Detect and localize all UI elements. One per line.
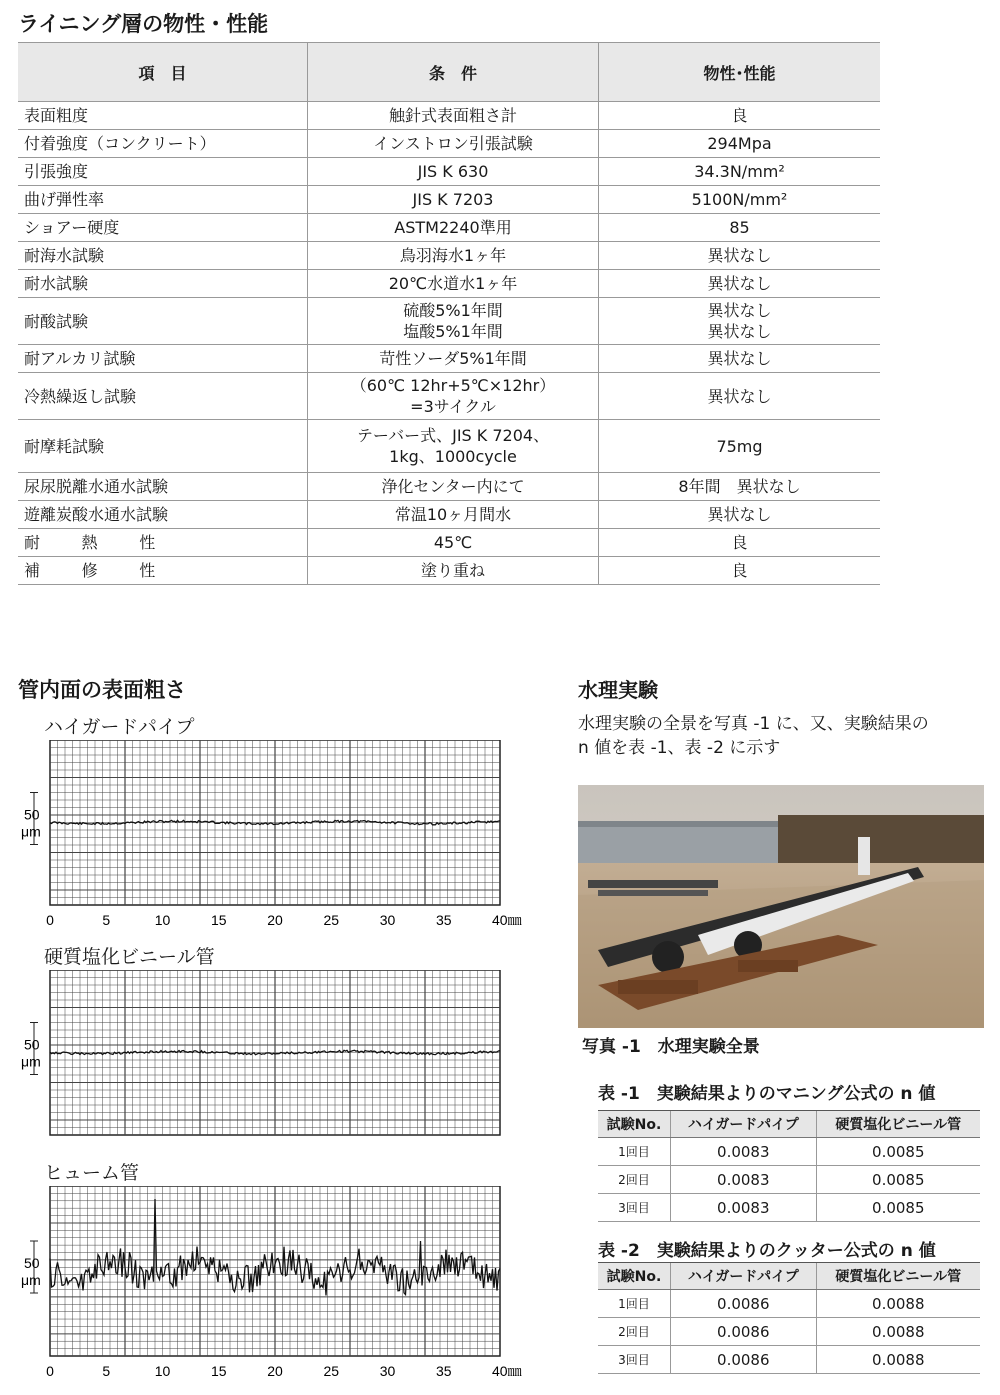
trial-cell: 2回目 [598, 1166, 671, 1194]
x-tick-label: 0 [46, 1363, 54, 1379]
hydraulic-experiment-photo [578, 785, 984, 1028]
row-item [18, 529, 308, 557]
row-result-text: 294Mpa [707, 134, 772, 153]
row-condition [308, 529, 599, 557]
row-item-text: ショアー硬度 [24, 218, 120, 237]
row-item-text: 表面粗度 [24, 106, 89, 125]
row-result-text: 75mg [716, 436, 763, 456]
y-unit: μm [21, 1053, 41, 1070]
higard-cell: 0.0086 [671, 1318, 817, 1346]
row-result [599, 298, 881, 345]
table-row [18, 529, 880, 557]
table-row [598, 1194, 980, 1222]
row-item [18, 242, 308, 270]
trial-cell: 1回目 [598, 1290, 671, 1318]
pvc-cell: 0.0085 [816, 1194, 980, 1222]
roughness-chart-pvc [10, 970, 530, 1140]
trial-cell: 3回目 [598, 1346, 671, 1374]
row-condition-text-2: 1kg、1000cycle [389, 447, 517, 466]
higard-cell: 0.0083 [671, 1166, 817, 1194]
row-item-text: 引張強度 [24, 162, 89, 181]
row-result [599, 270, 881, 298]
row-condition [308, 373, 599, 420]
row-result-text: 異状なし [707, 505, 772, 524]
x-tick-label: 15 [210, 912, 227, 928]
trial-cell: 1回目 [598, 1138, 671, 1166]
row-condition-text-2: 塩酸5%1年間 [403, 322, 503, 341]
row-result [599, 158, 881, 186]
x-tick-label: 30 [379, 1363, 396, 1379]
row-item-text: 耐海水試験 [24, 246, 105, 265]
table-row [598, 1166, 980, 1194]
row-item-text: 付着強度（コンクリート） [24, 134, 216, 153]
table-row [18, 298, 880, 345]
row-condition-text: ASTM2240準用 [394, 218, 512, 237]
row-condition [308, 345, 599, 373]
row-result [599, 345, 881, 373]
x-tick-label: 40㎜ [492, 1363, 522, 1379]
row-condition-text: （60℃ 12hr+5℃×12hr） [350, 376, 556, 395]
row-item [18, 420, 308, 473]
table-row [598, 1346, 980, 1374]
row-condition-text: テーバー式、JIS K 7204、 [356, 426, 550, 445]
y-label: 50 [24, 1255, 40, 1271]
x-tick-label: 15 [210, 1363, 227, 1379]
manning-table [598, 1110, 980, 1222]
row-result [599, 186, 881, 214]
row-result-text: 5100N/mm² [691, 190, 788, 209]
row-item-text: 尿尿脱離水通水試験 [24, 477, 169, 496]
table-row [598, 1138, 980, 1166]
row-item [18, 102, 308, 130]
kutter-table [598, 1262, 980, 1374]
trial-cell: 2回目 [598, 1318, 671, 1346]
row-item [18, 473, 308, 501]
pvc-cell: 0.0088 [816, 1318, 980, 1346]
x-tick-label: 0 [46, 912, 54, 928]
row-item-text: 耐アルカリ試験 [24, 349, 136, 368]
table1-title: 表 -1 実験結果よりのマニング公式の n 値 [598, 1084, 936, 1104]
row-result [599, 501, 881, 529]
table-header [598, 1111, 980, 1138]
row-condition-text-2: =3サイクル [410, 397, 496, 416]
row-condition [308, 270, 599, 298]
x-tick-label: 5 [102, 912, 111, 928]
row-result-text: 85 [729, 218, 750, 237]
x-tick-label: 35 [435, 1363, 452, 1379]
table-row [18, 557, 880, 585]
row-condition-text: 常温10ヶ月間水 [394, 505, 512, 524]
row-result [599, 420, 881, 473]
row-item [18, 130, 308, 158]
row-condition [308, 158, 599, 186]
table-row [18, 214, 880, 242]
x-tick-label: 10 [154, 1363, 171, 1379]
properties-table [18, 42, 880, 585]
pvc-cell: 0.0088 [816, 1290, 980, 1318]
row-item-text: 冷熱繰返し試験 [24, 386, 137, 406]
row-result-text: 異状なし [707, 386, 772, 406]
row-result [599, 373, 881, 420]
row-result [599, 473, 881, 501]
row-result-text: 異状なし [707, 274, 772, 293]
roughness-title: 管内面の表面粗さ [18, 678, 186, 702]
higard-cell: 0.0086 [671, 1346, 817, 1374]
hydraulic-desc-line1: 水理実験の全景を写真 -1 に、又、実験結果の [578, 714, 929, 734]
row-result-text: 8年間 異状なし [678, 477, 801, 496]
table-row [598, 1290, 980, 1318]
higard-cell: 0.0083 [671, 1138, 817, 1166]
pvc-cell: 0.0088 [816, 1346, 980, 1374]
row-result-text: 異状なし [707, 246, 772, 265]
roughness-chart-higard [10, 740, 530, 935]
table-row [18, 373, 880, 420]
row-result [599, 214, 881, 242]
row-item-text: 遊離炭酸水通水試験 [24, 505, 169, 524]
table-row [18, 158, 880, 186]
row-condition-text: 鳥羽海水1ヶ年 [399, 246, 507, 265]
table-row [18, 345, 880, 373]
table-row [18, 270, 880, 298]
row-result-text: 良 [731, 561, 748, 580]
row-condition [308, 102, 599, 130]
table-row [18, 102, 880, 130]
row-item-text: 耐摩耗試験 [24, 436, 105, 456]
row-item [18, 345, 308, 373]
row-condition [308, 501, 599, 529]
header-trial: 試験No. [598, 1111, 671, 1138]
row-item-text: 曲げ弾性率 [24, 190, 105, 209]
y-label: 50 [24, 1036, 40, 1053]
row-condition [308, 298, 599, 345]
row-result [599, 242, 881, 270]
pvc-cell: 0.0085 [816, 1166, 980, 1194]
y-unit: μm [21, 1272, 41, 1288]
table-row [18, 130, 880, 158]
x-tick-label: 20 [267, 1363, 283, 1379]
y-label: 50 [24, 806, 40, 823]
row-condition-text: 20℃水道水1ヶ年 [388, 274, 518, 293]
chart-3-title: ヒューム管 [44, 1162, 140, 1184]
header-result: 物性･性能 [599, 43, 881, 102]
row-result-text: 異状なし [707, 349, 772, 368]
table-row [18, 186, 880, 214]
higard-cell: 0.0086 [671, 1290, 817, 1318]
y-unit: μm [21, 823, 41, 840]
row-item-text: 耐酸試験 [24, 311, 89, 331]
higard-cell: 0.0083 [671, 1194, 817, 1222]
photo-caption: 写真 -1 水理実験全景 [582, 1037, 760, 1057]
row-result [599, 529, 881, 557]
x-tick-label: 10 [154, 912, 171, 928]
row-result [599, 130, 881, 158]
table-row [18, 242, 880, 270]
header-pvc: 硬質塩化ビニール管 [816, 1111, 980, 1138]
row-result-text: 良 [731, 533, 748, 552]
pvc-cell: 0.0085 [816, 1138, 980, 1166]
hydraulic-desc-line2: n 値を表 -1、表 -2 に示す [578, 738, 781, 758]
row-result [599, 557, 881, 585]
row-condition-text: 硫酸5%1年間 [403, 301, 503, 320]
row-condition [308, 130, 599, 158]
row-result [599, 102, 881, 130]
x-tick-label: 40㎜ [492, 912, 522, 928]
row-condition [308, 186, 599, 214]
table-row [598, 1318, 980, 1346]
hydraulic-title: 水理実験 [578, 678, 658, 702]
lining-title: ライニング層の物性・性能 [18, 12, 269, 36]
table-header [598, 1263, 980, 1290]
header-condition: 条 件 [308, 43, 599, 102]
x-tick-label: 30 [379, 912, 396, 928]
row-condition-text: 苛性ソーダ5%1年間 [379, 349, 527, 368]
row-condition [308, 214, 599, 242]
row-condition-text: インストロン引張試験 [373, 134, 533, 153]
row-condition [308, 473, 599, 501]
row-condition [308, 557, 599, 585]
row-condition [308, 242, 599, 270]
row-result-text: 異状なし [707, 301, 772, 320]
x-tick-label: 25 [323, 1363, 340, 1379]
table-row [18, 473, 880, 501]
row-item-text: 耐水試験 [24, 274, 89, 293]
x-tick-label: 20 [267, 912, 283, 928]
header-pvc: 硬質塩化ビニール管 [816, 1263, 980, 1290]
chart-2-title: 硬質塩化ビニール管 [44, 946, 215, 968]
row-item-text: 耐 熱 性 [24, 533, 169, 552]
row-condition-text: JIS K 630 [417, 162, 489, 181]
header-trial: 試験No. [598, 1263, 671, 1290]
row-item [18, 158, 308, 186]
row-condition-text: 浄化センター内にて [381, 477, 525, 496]
row-result-text: 良 [731, 106, 748, 125]
grid [50, 740, 500, 905]
row-condition-text: JIS K 7203 [412, 190, 494, 209]
header-higard: ハイガードパイプ [671, 1111, 817, 1138]
row-condition-text: 塗り重ね [420, 561, 485, 580]
row-condition [308, 420, 599, 473]
x-tick-label: 5 [102, 1363, 111, 1379]
table-row [18, 420, 880, 473]
hydraulic-description [578, 712, 988, 760]
row-item [18, 270, 308, 298]
row-condition-text: 触針式表面粗さ計 [388, 106, 517, 125]
chart-1-title: ハイガードパイプ [44, 716, 195, 738]
row-result-text: 34.3N/mm² [694, 162, 785, 181]
roughness-chart-hume [10, 1186, 530, 1386]
row-item [18, 186, 308, 214]
trial-cell: 3回目 [598, 1194, 671, 1222]
x-tick-label: 25 [323, 912, 340, 928]
table2-title: 表 -2 実験結果よりのクッター公式の n 値 [598, 1241, 936, 1261]
row-item [18, 214, 308, 242]
row-item [18, 501, 308, 529]
row-item [18, 298, 308, 345]
header-higard: ハイガードパイプ [671, 1263, 817, 1290]
table-row [18, 501, 880, 529]
row-result-text-2: 異状なし [707, 322, 772, 341]
row-item [18, 557, 308, 585]
table-header [18, 43, 880, 102]
x-tick-label: 35 [435, 912, 452, 928]
row-item-text: 補 修 性 [24, 561, 169, 580]
header-item: 項 目 [18, 43, 308, 102]
row-item [18, 373, 308, 420]
row-condition-text: 45℃ [433, 533, 473, 552]
